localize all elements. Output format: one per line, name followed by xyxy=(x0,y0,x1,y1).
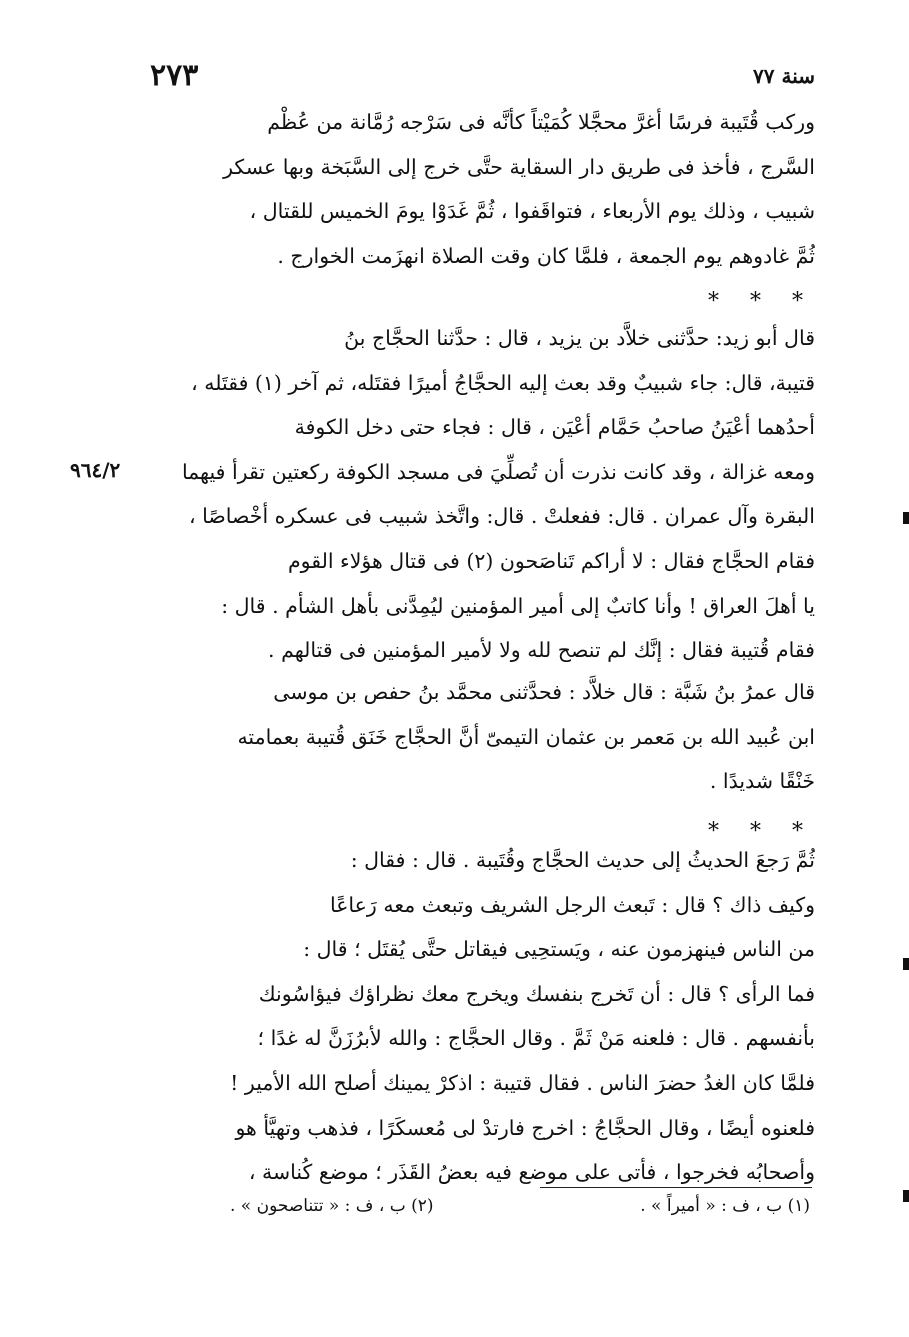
footnote-1: (١) ب ، ف : « أميراً » . xyxy=(640,1196,810,1216)
text-line: فلمَّا كان الغدُ حضرَ الناس . فقال قتيبة : اذكرْ يمينك أصلح الله الأمير ! xyxy=(230,1070,815,1095)
scan-mark xyxy=(903,1190,909,1202)
scan-mark xyxy=(903,512,909,524)
page-number: ٢٧٣ xyxy=(150,58,199,93)
text-line: ابن عُبيد الله بن مَعمر بن عثمان التيمىّ أنَّ الحجَّاج خَنَق قُتيبة بعمامته xyxy=(237,724,815,749)
text-line: فلعنوه أيضًا ، وقال الحجَّاجُ : اخرج فارتدْ لى مُعسكَرًا ، فذهب وتهيَّأ هو xyxy=(235,1115,815,1140)
scan-mark xyxy=(903,958,909,970)
text-line: وكيف ذاك ؟ قال : تَبعث الرجل الشريف وتبعث معه رَعاعًا xyxy=(329,892,815,917)
text-line: فقام قُتيبة فقال : إنَّك لم تنصح لله ولا لأمير المؤمنين فى قتالهم . xyxy=(268,638,815,663)
footnotes xyxy=(230,1196,810,1216)
separator-wrap-1 xyxy=(150,280,815,314)
text-line: شبيب ، وذلك يوم الأربعاء ، فتواقَفوا ، ثُمَّ غَدَوْا يومَ الخميس للقتال ، xyxy=(249,199,815,224)
text-line: وركب قُتَيبة فرسًا أغرَّ محجَّلا كُمَيْتاً كأنَّه فى سَرْجه رُمَّانة من عُظْم xyxy=(267,110,815,134)
text-line: أحدُهما أعْيَنُ صاحبُ حَمَّام أعْيَن ، قال : فجاء حتى دخل الكوفة xyxy=(294,415,815,440)
section-separator: * * * xyxy=(708,819,815,844)
section-separator: * * * xyxy=(708,289,815,314)
text-line: فما الرأى ؟ قال : أن تَخرج بنفسك ويخرج معك نظراؤك فيؤاسُونك xyxy=(258,981,815,1006)
text-line: قتيبة، قال: جاء شبيبٌ وقد بعث إليه الحجَّاجُ أميرًا فقتَله، ثم آخر (١) فقتَله ، xyxy=(191,370,815,395)
paragraph-4 xyxy=(150,838,815,1195)
text-line: وأصحابُه فخرجوا ، فأتى على موضع فيه بعضُ القَذَر ؛ موضع كُناسة ، xyxy=(248,1160,815,1185)
text-line: من الناس فينهزمون عنه ، ويَستحِيى فيقاتل حتَّى يُقتَل ؛ قال : xyxy=(303,937,815,962)
text-line: ثُمَّ رَجعَ الحديثُ إلى حديث الحجَّاج وقُتَيبة . قال : فقال : xyxy=(350,848,815,872)
text-line: ومعه غزالة ، وقد كانت نذرت أن تُصلِّيَ فى مسجد الكوفة ركعتين تقرأ فيهما xyxy=(181,459,815,484)
text-line: خَنْقًا شديدًا . xyxy=(709,769,815,794)
text-line: فقام الحجَّاج فقال : لا أراكم تَناصَحون (٢) فى قتال هؤلاء القوم xyxy=(287,548,815,573)
text-line: السَّرج ، فأخذ فى طريق دار السقاية حتَّى خرج إلى السَّبَخة وبها عسكر xyxy=(223,154,815,179)
separator-wrap-2 xyxy=(150,810,815,844)
text-line: قال عمرُ بنُ شَبَّة : قال خلاَّد : فحدَّثنى محمَّد بنُ حفص بن موسى xyxy=(273,680,815,704)
text-line: بأنفسهم . قال : فلعنه مَنْ ثَمَّ . وقال الحجَّاج : والله لأبرُزَنَّ له غدًا ؛ xyxy=(257,1026,815,1051)
page-header xyxy=(150,58,815,98)
margin-page-reference: ٩٦٤/٢ xyxy=(70,458,121,482)
paragraph-3 xyxy=(150,670,815,804)
paragraph-2 xyxy=(150,316,815,673)
text-line: يا أهلَ العراق ! وأنا كاتبٌ إلى أمير المؤمنين ليُمِدَّنى بأهل الشأم . قال : xyxy=(221,593,815,618)
paragraph-1 xyxy=(150,100,815,278)
footnote-divider xyxy=(540,1187,812,1188)
text-line: ثُمَّ غادوهم يوم الجمعة ، فلمَّا كان وقت الصلاة انهزَمت الخوارج . xyxy=(277,243,815,268)
footnote-2: (٢) ب ، ف : « تتناصحون » . xyxy=(230,1196,434,1216)
text-line: البقرة وآل عمران . قال: ففعلتْ . قال: واتَّخذ شبيب فى عسكره أخْصاصًا ، xyxy=(188,504,815,529)
text-line: قال أبو زيد: حدَّثنى خلاَّد بن يزيد ، قال : حدَّثنا الحجَّاج بنُ xyxy=(344,326,815,350)
year-label: سنة ٧٧ xyxy=(753,64,815,88)
